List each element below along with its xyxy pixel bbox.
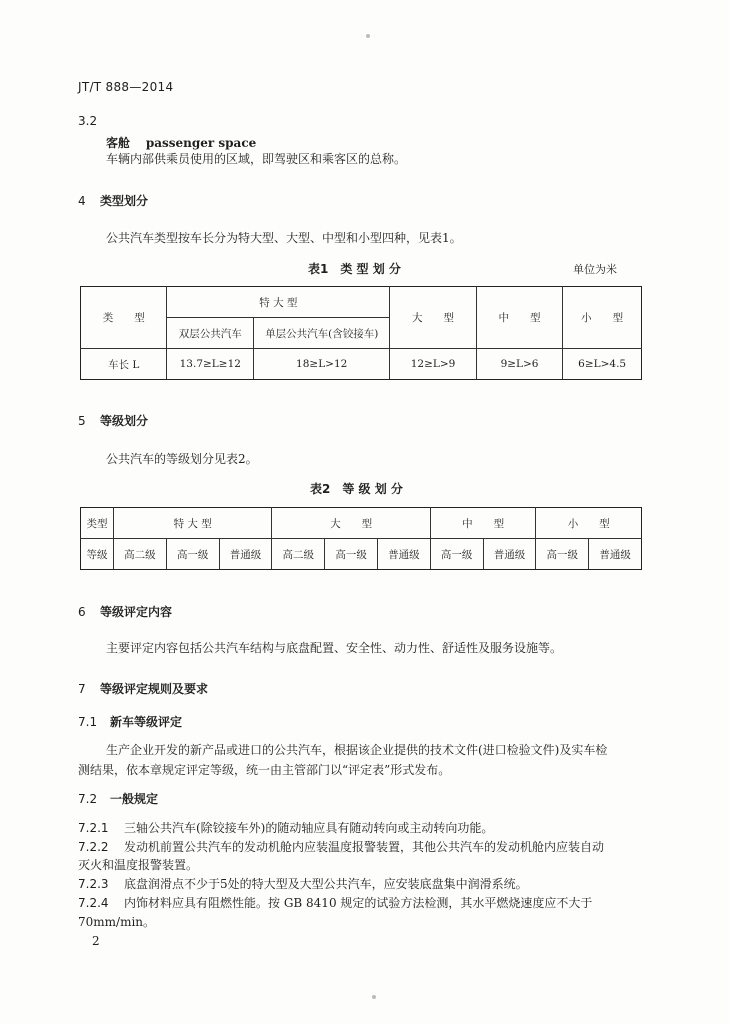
- clause-7-2-4-number: 7.2.4: [78, 896, 109, 910]
- t1-cell: 12≥L>9: [390, 349, 477, 380]
- term-definition: 车辆内部供乘员使用的区域，即驾驶区和乘客区的总称。: [106, 152, 407, 166]
- t2-grade-cell: 高一级: [166, 539, 219, 570]
- section-7-2-number: 7.2: [78, 792, 98, 806]
- t2-row1-label: 类型: [81, 508, 114, 539]
- table1-vehicle-types: [80, 286, 642, 380]
- clause-7-2-4: [78, 893, 592, 913]
- section-7-heading: [78, 680, 208, 697]
- standard-code-header: JT/T 888—2014: [78, 80, 174, 94]
- scan-speck: [366, 34, 370, 38]
- t1-cell: 18≥L>12: [254, 349, 390, 380]
- section-3-2-number: 3.2: [78, 114, 98, 128]
- section-6-number: 6: [78, 605, 86, 619]
- section-6-title: 等级评定内容: [100, 605, 173, 619]
- section-5-title: 等级划分: [100, 414, 149, 428]
- t1-cell: 9≥L>6: [476, 349, 562, 380]
- page-number: 2: [92, 934, 100, 948]
- section-5-paragraph: 公共汽车的等级划分见表2。: [106, 452, 258, 466]
- section-5-heading: [78, 412, 148, 429]
- t2-grade-cell: 高一级: [430, 539, 483, 570]
- section-4-paragraph: 公共汽车类型按车长分为特大型、大型、中型和小型四种，见表1。: [106, 231, 462, 245]
- t2-grade-cell: 普通级: [589, 539, 642, 570]
- clause-7-2-2-text-line2: 灭火和温度报警装置。: [78, 858, 199, 872]
- table2-grades: [80, 507, 642, 570]
- section-6-heading: [78, 603, 172, 620]
- section-7-1-heading: [78, 713, 182, 730]
- t1-header-type: 类 型: [81, 287, 167, 349]
- section-4-heading: [78, 192, 148, 209]
- scan-speck: [372, 995, 376, 999]
- clause-7-2-2-text-line1: 发动机前置公共汽车的发动机舱内应装温度报警装置，其他公共汽车的发动机舱内应装自动: [124, 840, 605, 854]
- t1-header-extra-large: 特 大 型: [167, 287, 390, 318]
- clause-7-2-3-number: 7.2.3: [78, 877, 109, 891]
- clause-7-2-4-text-line1: 内饰材料应具有阻燃性能。按 GB 8410 规定的试验方法检测，其水平燃烧速度应不大于: [124, 896, 593, 910]
- t1-header-medium: 中 型: [476, 287, 562, 349]
- t2-group-medium: 中 型: [430, 508, 536, 539]
- t2-grade-cell: 普通级: [219, 539, 272, 570]
- term-english: passenger space: [145, 136, 257, 150]
- t2-group-extra-large: 特 大 型: [114, 508, 272, 539]
- table1-caption: 表1 类 型 划 分: [308, 262, 401, 276]
- clause-7-2-3-text: 底盘润滑点不少于5处的特大型及大型公共汽车，应安装底盘集中润滑系统。: [124, 877, 528, 891]
- t1-header-large: 大 型: [390, 287, 477, 349]
- t2-grade-cell: 高一级: [536, 539, 589, 570]
- section-7-2-title: 一般规定: [110, 792, 159, 806]
- clause-7-2-2: [78, 837, 604, 857]
- clause-7-2-1-text: 三轴公共汽车(除铰接车外)的随动轴应具有随动转向或主动转向功能。: [124, 821, 494, 835]
- t2-group-small: 小 型: [536, 508, 642, 539]
- t1-header-double-decker: 双层公共汽车: [167, 318, 254, 349]
- t2-row2-label: 等级: [81, 539, 114, 570]
- clause-7-2-2-number: 7.2.2: [78, 840, 109, 854]
- t2-grade-cell: 高二级: [272, 539, 325, 570]
- clause-7-2-1: [78, 818, 493, 838]
- section-7-1-title: 新车等级评定: [110, 715, 183, 729]
- table1-unit: 单位为米: [573, 263, 617, 276]
- section-7-1-line1: 生产企业开发的新产品或进口的公共汽车，根据该企业提供的技术文件(进口检验文件)及实车检: [106, 743, 608, 757]
- t2-grade-cell: 普通级: [377, 539, 430, 570]
- t1-cell: 13.7≥L≥12: [167, 349, 254, 380]
- t2-grade-cell: 普通级: [483, 539, 536, 570]
- section-7-1-number: 7.1: [78, 715, 98, 729]
- t2-grade-cell: 高一级: [325, 539, 378, 570]
- section-6-paragraph: 主要评定内容包括公共汽车结构与底盘配置、安全性、动力性、舒适性及服务设施等。: [106, 641, 563, 655]
- clause-7-2-3: [78, 874, 528, 894]
- section-4-title: 类型划分: [100, 194, 149, 208]
- t1-row-label: 车长 L: [81, 349, 167, 380]
- section-5-number: 5: [78, 414, 86, 428]
- t2-group-large: 大 型: [272, 508, 430, 539]
- t1-header-small: 小 型: [563, 287, 642, 349]
- section-7-title: 等级评定规则及要求: [100, 682, 209, 696]
- section-7-2-heading: [78, 790, 158, 807]
- t2-grade-cell: 高二级: [114, 539, 167, 570]
- t1-cell: 6≥L>4.5: [563, 349, 642, 380]
- section-7-1-line2: 测结果，依本章规定评定等级，统一由主管部门以“评定表”形式发布。: [78, 763, 451, 777]
- t1-header-single-decker: 单层公共汽车(含铰接车): [254, 318, 390, 349]
- section-7-number: 7: [78, 682, 86, 696]
- clause-7-2-4-text-line2: 70mm/min。: [78, 915, 156, 929]
- clause-7-2-1-number: 7.2.1: [78, 821, 109, 835]
- table2-caption: 表2 等 级 划 分: [310, 482, 403, 496]
- section-4-number: 4: [78, 194, 86, 208]
- term-chinese: 客舱: [106, 136, 131, 150]
